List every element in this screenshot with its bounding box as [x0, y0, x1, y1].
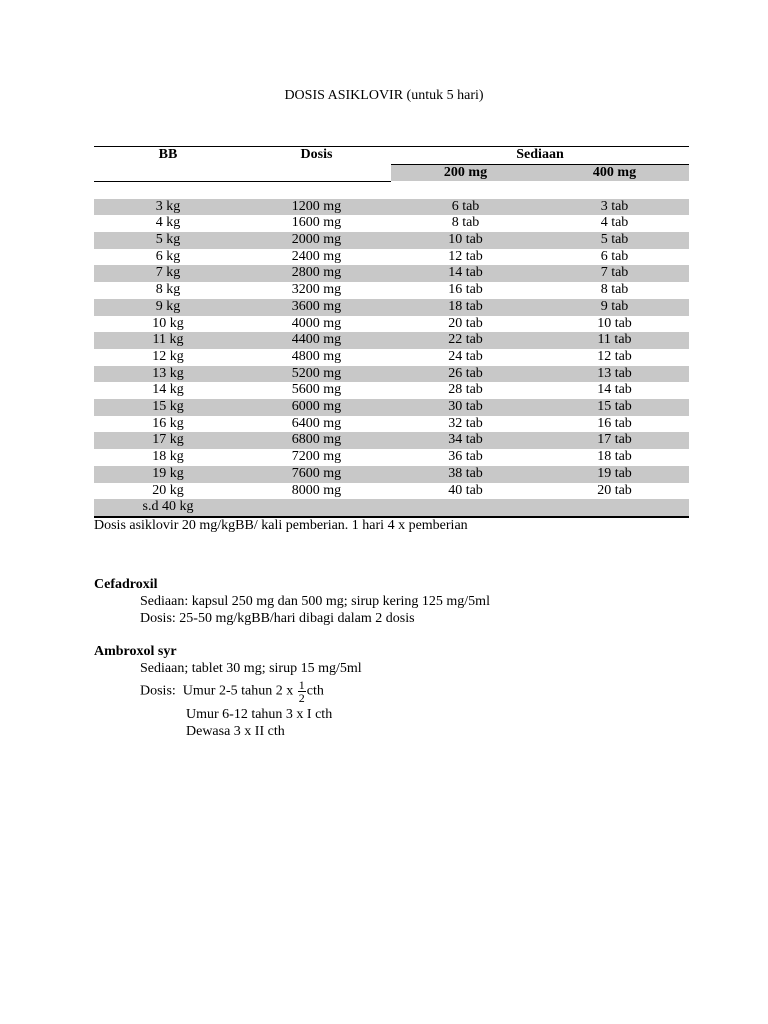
fraction-numerator: 1: [298, 678, 305, 692]
cell-dosis: 2800 mg: [242, 265, 391, 282]
cell-bb: 15 kg: [94, 399, 242, 416]
table-row: [94, 215, 689, 232]
cell-bb: 20 kg: [152, 482, 184, 498]
cell-bb: 9 kg: [94, 299, 242, 316]
header-200mg: 200 mg: [391, 164, 540, 181]
table-row: [94, 499, 689, 517]
cefadroxil-heading: Cefadroxil: [94, 577, 158, 592]
cell-200mg: 40 tab: [448, 482, 483, 498]
one-half-fraction: [298, 679, 306, 704]
cell-200mg: 12 tab: [448, 248, 483, 264]
cell-200mg: [391, 499, 540, 517]
cell-400mg: 15 tab: [540, 399, 689, 416]
cell-bb: 14 kg: [152, 382, 184, 398]
ambroxol-dosis-line1-pre: Umur 2-5 tahun 2 x: [182, 683, 294, 699]
cell-400mg: 10 tab: [597, 315, 632, 331]
cell-dosis: 2400 mg: [291, 248, 342, 264]
ambroxol-dosis-line3: Dewasa 3 x II cth: [186, 724, 285, 739]
table-row: [94, 382, 689, 399]
table-row: [94, 349, 689, 366]
cell-200mg: 8 tab: [451, 215, 480, 231]
cell-400mg: 5 tab: [540, 232, 689, 249]
cell-bb: 10 kg: [152, 315, 184, 331]
cell-400mg: [540, 499, 689, 517]
cefadroxil-dosis: Dosis: 25-50 mg/kgBB/hari dibagi dalam 2 dosis: [140, 611, 415, 626]
cell-400mg: 17 tab: [540, 432, 689, 449]
header-spacer-dosis: [242, 164, 391, 181]
table-row: [94, 249, 689, 266]
ambroxol-heading: Ambroxol syr: [94, 644, 177, 659]
cell-dosis: 6000 mg: [242, 399, 391, 416]
ambroxol-sediaan: Sediaan; tablet 30 mg; sirup 15 mg/5ml: [140, 661, 362, 676]
cell-dosis: 4800 mg: [291, 348, 342, 364]
cefadroxil-sediaan: Sediaan: kapsul 250 mg dan 500 mg; sirup kering 125 mg/5ml: [140, 594, 490, 609]
cell-dosis: 5200 mg: [242, 366, 391, 383]
cell-400mg: 20 tab: [597, 482, 632, 498]
table-row: [94, 432, 689, 449]
table-row: [94, 366, 689, 383]
fraction-denominator: 2: [298, 691, 305, 705]
table-row: [94, 199, 689, 216]
cell-200mg: 14 tab: [391, 265, 540, 282]
cell-200mg: 34 tab: [391, 432, 540, 449]
cell-200mg: 20 tab: [448, 315, 483, 331]
ambroxol-dosis-label: Dosis:: [140, 683, 176, 699]
cell-bb: 18 kg: [152, 449, 184, 465]
cell-bb: s.d 40 kg: [94, 499, 242, 517]
ambroxol-dosis-line1-post: cth: [306, 683, 324, 699]
cell-400mg: 4 tab: [600, 215, 629, 231]
cell-400mg: 13 tab: [540, 366, 689, 383]
table-row: [94, 449, 689, 466]
table-row: [94, 399, 689, 416]
cell-bb: 6 kg: [155, 248, 181, 264]
cell-bb: 4 kg: [155, 215, 181, 231]
cell-400mg: 19 tab: [540, 466, 689, 483]
table-row: [94, 282, 689, 299]
table-row: [94, 316, 689, 333]
cell-dosis: 7200 mg: [291, 449, 342, 465]
header-spacer-bb: [94, 164, 242, 181]
header-bb: BB: [94, 147, 242, 165]
cell-dosis: 3600 mg: [242, 299, 391, 316]
table-row: [94, 265, 689, 282]
cell-bb: 16 kg: [152, 415, 184, 431]
cell-400mg: 14 tab: [597, 382, 632, 398]
cell-dosis: 8000 mg: [291, 482, 342, 498]
cell-200mg: 22 tab: [391, 332, 540, 349]
cefadroxil-section: [94, 576, 490, 627]
cell-400mg: 7 tab: [540, 265, 689, 282]
acyclovir-footnote: Dosis asiklovir 20 mg/kgBB/ kali pemberian. 1 hari 4 x pemberian: [94, 518, 468, 533]
cell-200mg: 26 tab: [391, 366, 540, 383]
cell-bb: 12 kg: [152, 348, 184, 364]
cell-200mg: 6 tab: [391, 199, 540, 216]
cell-dosis: 4400 mg: [242, 332, 391, 349]
cell-400mg: 6 tab: [600, 248, 629, 264]
dosage-table: [94, 146, 689, 518]
ambroxol-dosis-line2: Umur 6-12 tahun 3 x I cth: [186, 707, 333, 722]
table-row: [94, 466, 689, 483]
cell-dosis: 4000 mg: [291, 315, 342, 331]
header-sediaan: Sediaan: [391, 147, 689, 165]
table-row: [94, 483, 689, 500]
cell-400mg: 18 tab: [597, 449, 632, 465]
table-row: [94, 416, 689, 433]
cell-200mg: 16 tab: [448, 282, 483, 298]
cell-bb: 17 kg: [94, 432, 242, 449]
cell-200mg: 32 tab: [448, 415, 483, 431]
cell-200mg: 38 tab: [391, 466, 540, 483]
cell-400mg: 11 tab: [540, 332, 689, 349]
cell-200mg: 30 tab: [391, 399, 540, 416]
table-row: [94, 299, 689, 316]
cell-200mg: 24 tab: [448, 348, 483, 364]
cell-dosis: [242, 499, 391, 517]
cell-dosis: 1200 mg: [242, 199, 391, 216]
table-row: [94, 332, 689, 349]
cell-dosis: 7600 mg: [242, 466, 391, 483]
cell-bb: 11 kg: [94, 332, 242, 349]
ambroxol-dosis-line1: [94, 679, 362, 704]
cell-bb: 19 kg: [94, 466, 242, 483]
cell-bb: 13 kg: [94, 366, 242, 383]
cell-200mg: 28 tab: [448, 382, 483, 398]
header-gap: [94, 181, 689, 198]
cell-dosis: 6800 mg: [242, 432, 391, 449]
cell-200mg: 10 tab: [391, 232, 540, 249]
cell-dosis: 5600 mg: [291, 382, 342, 398]
cell-200mg: 18 tab: [391, 299, 540, 316]
cell-dosis: 6400 mg: [291, 415, 342, 431]
cell-dosis: 3200 mg: [291, 282, 342, 298]
cell-400mg: 9 tab: [540, 299, 689, 316]
ambroxol-section: [94, 643, 362, 740]
cell-bb: 8 kg: [155, 282, 181, 298]
cell-dosis: 2000 mg: [242, 232, 391, 249]
cell-dosis: 1600 mg: [291, 215, 342, 231]
cell-bb: 3 kg: [94, 199, 242, 216]
cell-400mg: 3 tab: [540, 199, 689, 216]
cell-bb: 7 kg: [94, 265, 242, 282]
dosage-table-body: [94, 199, 689, 517]
header-400mg: 400 mg: [540, 164, 689, 181]
header-dosis: Dosis: [242, 147, 391, 165]
table-row: [94, 232, 689, 249]
cell-200mg: 36 tab: [448, 449, 483, 465]
cell-400mg: 16 tab: [597, 415, 632, 431]
cell-400mg: 8 tab: [600, 282, 629, 298]
cell-400mg: 12 tab: [597, 348, 632, 364]
page-title: DOSIS ASIKLOVIR (untuk 5 hari): [284, 88, 484, 103]
cell-bb: 5 kg: [94, 232, 242, 249]
